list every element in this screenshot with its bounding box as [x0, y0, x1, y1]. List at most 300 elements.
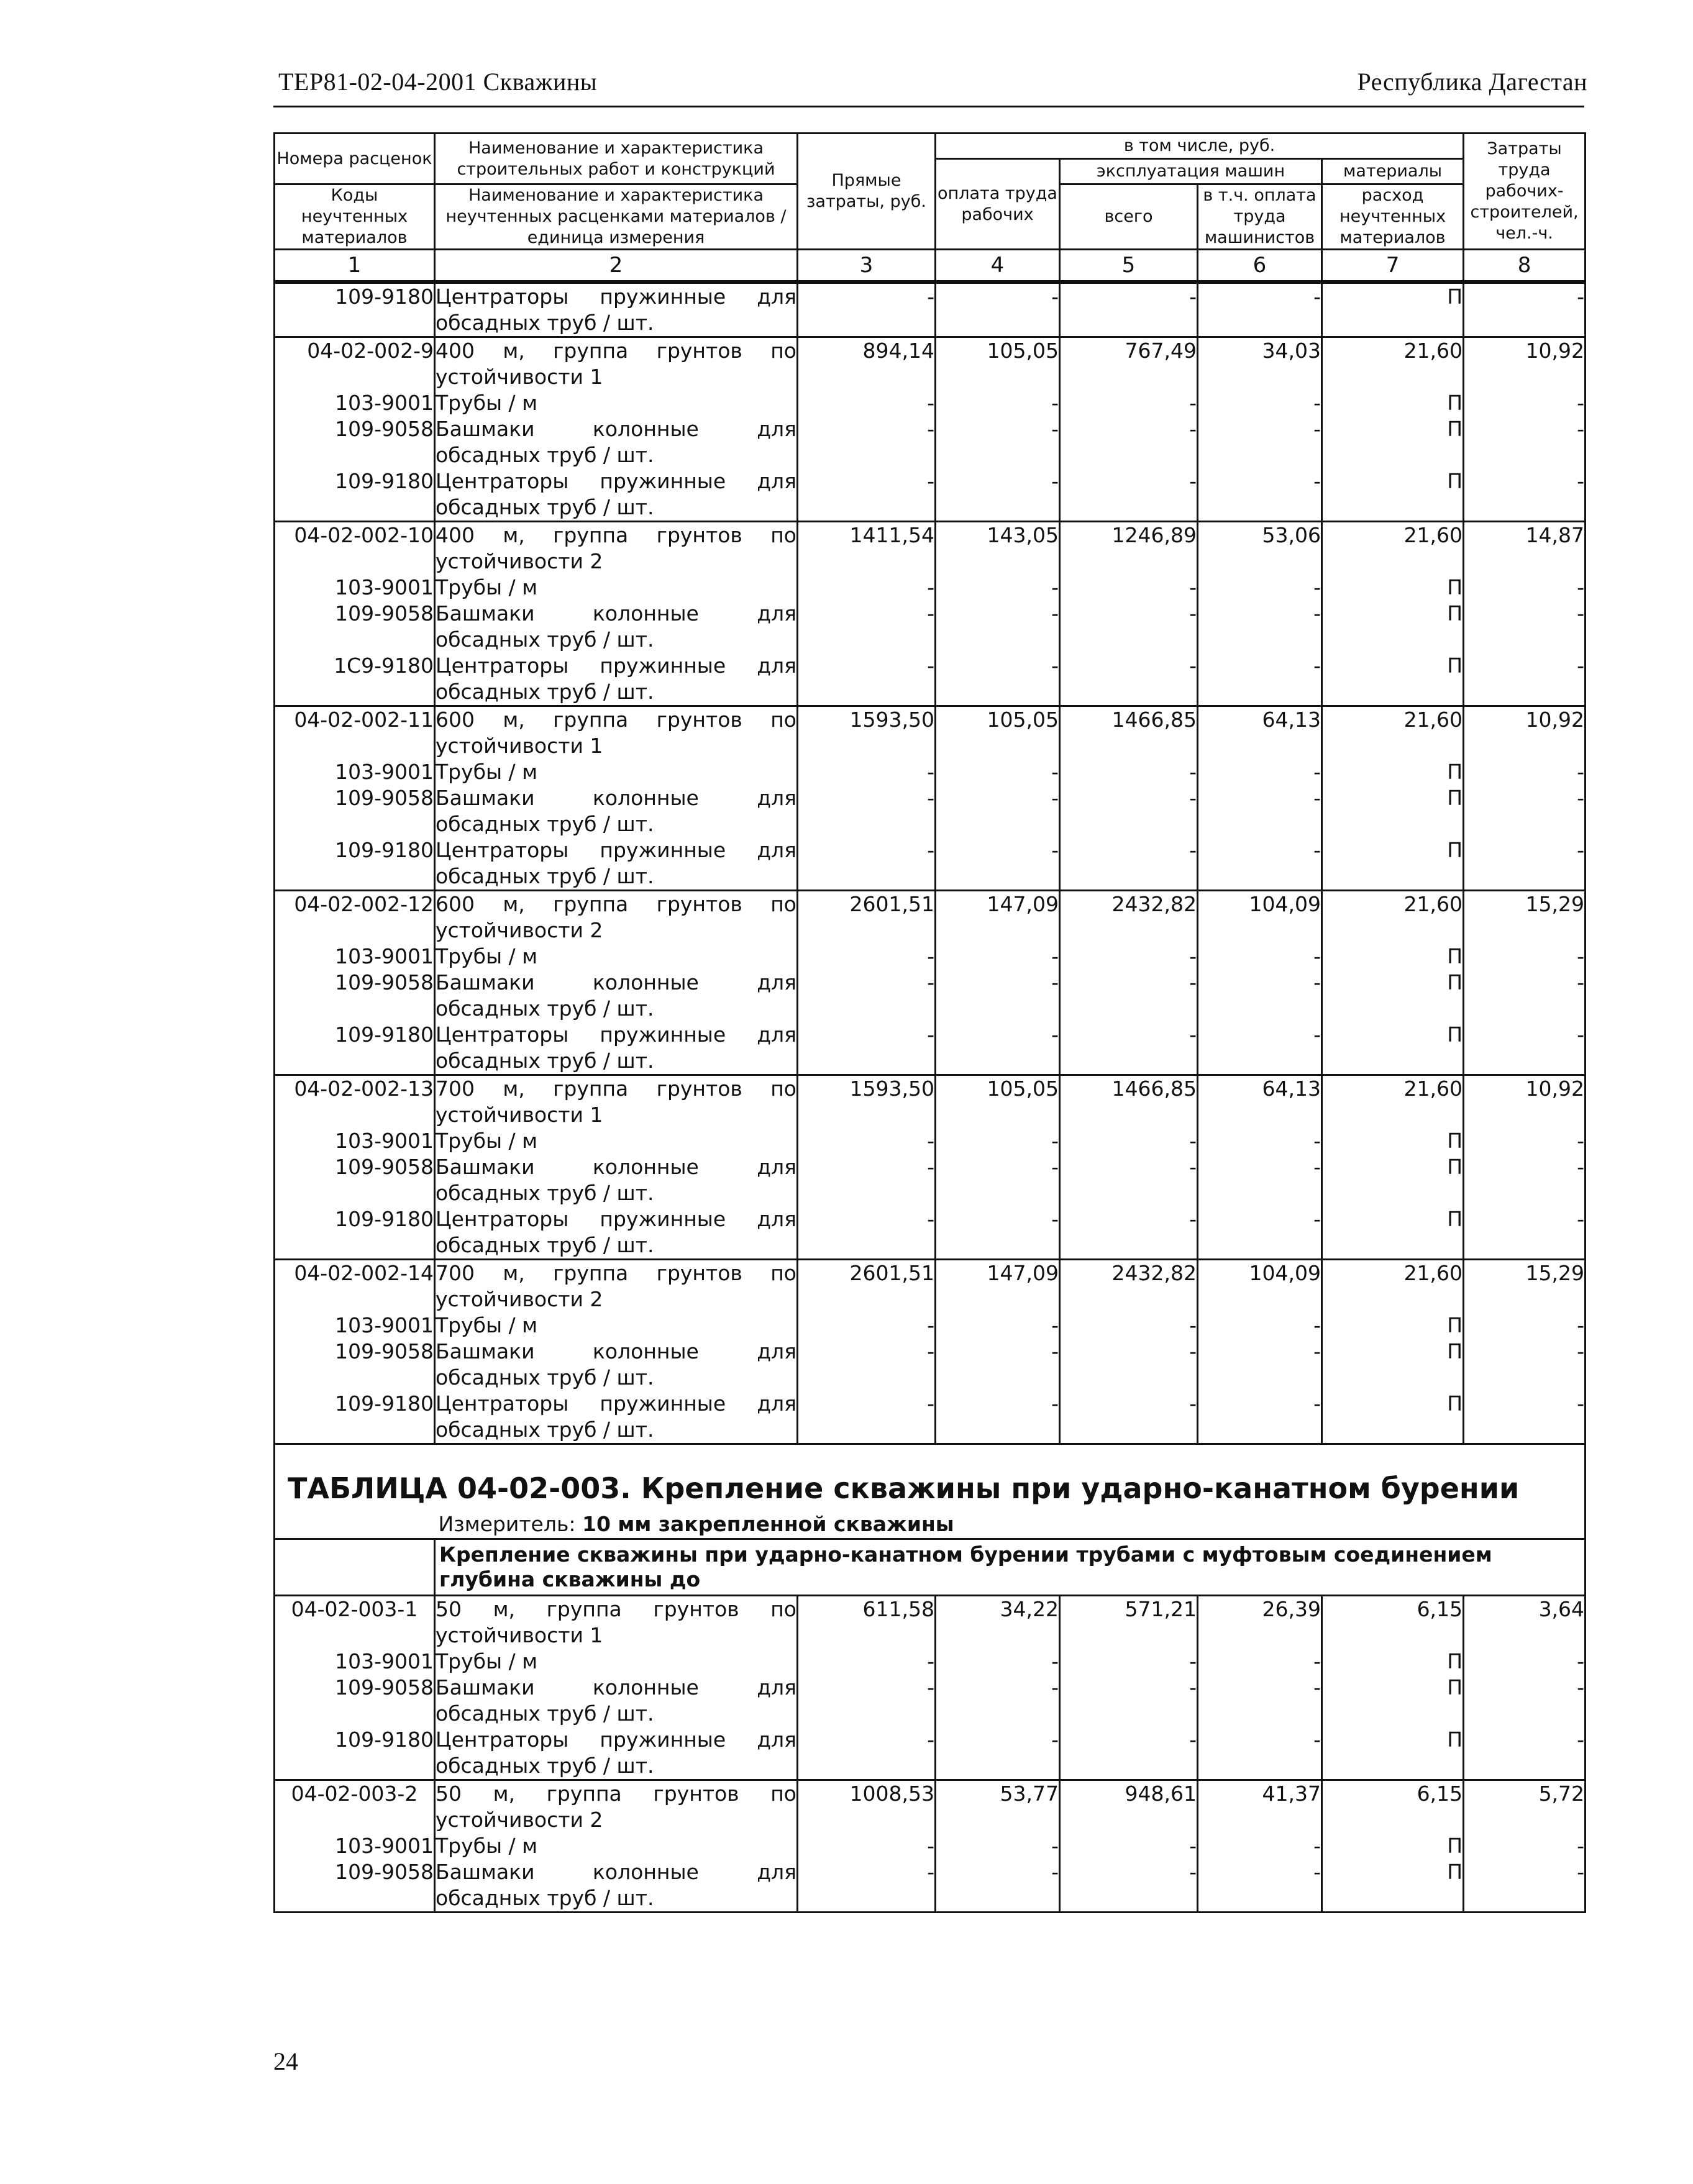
direct-costs-value: -	[798, 970, 936, 1022]
worker-pay-value: -	[936, 282, 1060, 337]
labor-costs-value: -	[1464, 970, 1586, 1022]
material-name: Центраторы пружинные для обсадных труб / шт.	[435, 1206, 798, 1260]
direct-costs-value: -	[798, 1339, 936, 1391]
labor-costs-value: -	[1464, 944, 1586, 970]
machines-total-value: -	[1060, 1391, 1198, 1444]
direct-costs-value: -	[798, 468, 936, 522]
operator-pay-value: -	[1198, 468, 1322, 522]
material-code: 109-9058	[275, 970, 435, 1022]
machines-total-value: 1466,85	[1060, 706, 1198, 760]
materials-value: П	[1322, 468, 1464, 522]
meter-row	[275, 1507, 1586, 1539]
material-code: 109-9058	[275, 1675, 435, 1727]
labor-costs-value: -	[1464, 1313, 1586, 1339]
operator-pay-value: -	[1198, 1649, 1322, 1675]
worker-pay-value: -	[936, 601, 1060, 653]
materials-value: П	[1322, 1154, 1464, 1206]
material-code: 109-9058	[275, 785, 435, 837]
document-code-header: ТЕР81-02-04-2001 Скважины	[278, 68, 598, 96]
direct-costs-value: -	[798, 653, 936, 706]
labor-costs-value: 5,72	[1464, 1780, 1586, 1834]
material-code: 103-9001	[275, 1833, 435, 1859]
material-row	[275, 1022, 1586, 1075]
material-name: Башмаки колонные для обсадных труб / шт.	[436, 1155, 796, 1205]
machines-total-value: 1466,85	[1060, 1075, 1198, 1129]
direct-costs-value: 2601,51	[798, 1260, 936, 1313]
material-row	[275, 282, 1586, 337]
material-name: Центраторы пружинные для обсадных труб / шт.	[435, 1022, 798, 1075]
operator-pay-value: 53,06	[1198, 522, 1322, 575]
rate-description: 600 м, группа грунтов по устойчивости 2	[435, 891, 798, 944]
material-row	[275, 1727, 1586, 1780]
column-number: 7	[1322, 250, 1464, 283]
header-worker-pay: оплата труда рабочих	[936, 159, 1060, 250]
material-name: Центраторы пружинные для обсадных труб / шт.	[435, 653, 798, 706]
worker-pay-value: 105,05	[936, 706, 1060, 760]
materials-value: П	[1322, 1206, 1464, 1260]
table-title: ТАБЛИЦА 04-02-003. Крепление скважины при ударно-канатном бурении	[275, 1444, 1586, 1508]
machines-total-value: -	[1060, 575, 1198, 601]
rate-code: 04-02-002-14	[275, 1260, 435, 1313]
machines-total-value: -	[1060, 1833, 1198, 1859]
material-name: Башмаки колонные для обсадных труб / шт.	[436, 417, 796, 467]
materials-value: П	[1322, 837, 1464, 891]
materials-value: 21,60	[1322, 1260, 1464, 1313]
material-row	[275, 1313, 1586, 1339]
worker-pay-value: 105,05	[936, 337, 1060, 391]
operator-pay-value: -	[1198, 1833, 1322, 1859]
material-name: Трубы / м	[435, 575, 798, 601]
machines-total-value: -	[1060, 1675, 1198, 1727]
materials-value: П	[1322, 575, 1464, 601]
direct-costs-value: -	[798, 601, 936, 653]
worker-pay-value: -	[936, 759, 1060, 785]
worker-pay-value: -	[936, 1206, 1060, 1260]
operator-pay-value: -	[1198, 575, 1322, 601]
material-row	[275, 970, 1586, 1022]
worker-pay-value: 147,09	[936, 891, 1060, 944]
material-name: Башмаки колонные для обсадных труб / шт.	[436, 601, 796, 652]
operator-pay-value: 64,13	[1198, 1075, 1322, 1129]
material-row	[275, 1649, 1586, 1675]
operator-pay-value: -	[1198, 1022, 1322, 1075]
material-name: Башмаки колонные для обсадных труб / шт.	[435, 1859, 798, 1913]
material-row	[275, 653, 1586, 706]
worker-pay-value: -	[936, 1022, 1060, 1075]
materials-value: П	[1322, 970, 1464, 1022]
rate-description: 400 м, группа грунтов по устойчивости 1	[435, 337, 798, 391]
labor-costs-value: -	[1464, 468, 1586, 522]
material-name: Центраторы пружинные для обсадных труб / шт.	[435, 1727, 798, 1780]
operator-pay-value: 34,03	[1198, 337, 1322, 391]
materials-value: П	[1322, 785, 1464, 837]
labor-costs-value: -	[1464, 759, 1586, 785]
machines-total-value: -	[1060, 759, 1198, 785]
materials-value: 21,60	[1322, 891, 1464, 944]
machines-total-value: -	[1060, 468, 1198, 522]
region-header: Республика Дагестан	[1357, 68, 1587, 96]
rate-code: 04-02-002-12	[275, 891, 435, 944]
rate-code: 04-02-002-9	[275, 337, 435, 391]
rate-row	[275, 522, 1586, 575]
direct-costs-value: -	[798, 416, 936, 468]
material-row	[275, 1833, 1586, 1859]
direct-costs-value: 1008,53	[798, 1780, 936, 1834]
material-name: Трубы / м	[435, 944, 798, 970]
rate-row	[275, 706, 1586, 760]
material-code: 103-9001	[275, 759, 435, 785]
machines-total-value: -	[1060, 282, 1198, 337]
labor-costs-value: 3,64	[1464, 1596, 1586, 1649]
column-numbers-row	[275, 250, 1586, 283]
operator-pay-value: -	[1198, 759, 1322, 785]
rate-row	[275, 1260, 1586, 1313]
machines-total-value: -	[1060, 601, 1198, 653]
operator-pay-value: -	[1198, 785, 1322, 837]
rate-code: 04-02-002-10	[275, 522, 435, 575]
materials-value: П	[1322, 1675, 1464, 1727]
page-number: 24	[273, 2047, 298, 2075]
machines-total-value: -	[1060, 1859, 1198, 1913]
operator-pay-value: -	[1198, 1154, 1322, 1206]
labor-costs-value: -	[1464, 282, 1586, 337]
table-body-04-02-002	[275, 282, 1586, 1444]
machines-total-value: 2432,82	[1060, 1260, 1198, 1313]
rate-code: 04-02-002-11	[275, 706, 435, 760]
machines-total-value: -	[1060, 970, 1198, 1022]
header-material-codes: Коды неучтенных материалов	[275, 184, 435, 250]
direct-costs-value: 1411,54	[798, 522, 936, 575]
material-row	[275, 785, 1586, 837]
worker-pay-value: 34,22	[936, 1596, 1060, 1649]
direct-costs-value: -	[798, 575, 936, 601]
operator-pay-value: -	[1198, 390, 1322, 416]
materials-value: 6,15	[1322, 1780, 1464, 1834]
material-name: Трубы / м	[435, 1649, 798, 1675]
direct-costs-value: -	[798, 1859, 936, 1913]
labor-costs-value: -	[1464, 1391, 1586, 1444]
material-row	[275, 575, 1586, 601]
header-operator-pay: в т.ч. оплата труда машинистов	[1198, 184, 1322, 250]
header-rule	[273, 106, 1584, 107]
worker-pay-value: -	[936, 416, 1060, 468]
materials-value: П	[1322, 1833, 1464, 1859]
direct-costs-value: 894,14	[798, 337, 936, 391]
machines-total-value: -	[1060, 1339, 1198, 1391]
material-name: Башмаки колонные для обсадных труб / шт.	[436, 1675, 796, 1726]
material-row	[275, 416, 1586, 468]
section-heading: Крепление скважины при ударно-канатном бурении трубами с муфтовым соединением глубина скважины до	[435, 1539, 1586, 1596]
material-name: Трубы / м	[435, 1833, 798, 1859]
labor-costs-value: -	[1464, 1675, 1586, 1727]
labor-costs-value: -	[1464, 785, 1586, 837]
materials-value: П	[1322, 1128, 1464, 1154]
machines-total-value: 571,21	[1060, 1596, 1198, 1649]
worker-pay-value: -	[936, 1649, 1060, 1675]
header-machines-total: всего	[1060, 184, 1198, 250]
materials-value: 6,15	[1322, 1596, 1464, 1649]
worker-pay-value: 105,05	[936, 1075, 1060, 1129]
header-machine-operation: эксплуатация машин	[1060, 159, 1322, 184]
operator-pay-value: -	[1198, 1391, 1322, 1444]
rate-description: 400 м, группа грунтов по устойчивости 2	[435, 522, 798, 575]
header-materials: материалы	[1322, 159, 1464, 184]
direct-costs-value: -	[798, 1154, 936, 1206]
direct-costs-value: -	[798, 785, 936, 837]
rate-description: 700 м, группа грунтов по устойчивости 2	[435, 1260, 798, 1313]
rate-description: 600 м, группа грунтов по устойчивости 1	[435, 706, 798, 760]
worker-pay-value: -	[936, 1833, 1060, 1859]
material-name: Башмаки колонные для обсадных труб / шт.	[436, 786, 796, 836]
direct-costs-value: -	[798, 944, 936, 970]
direct-costs-value: -	[798, 1022, 936, 1075]
direct-costs-value: 1593,50	[798, 1075, 936, 1129]
column-number: 5	[1060, 250, 1198, 283]
direct-costs-value: -	[798, 282, 936, 337]
operator-pay-value: 26,39	[1198, 1596, 1322, 1649]
machines-total-value: -	[1060, 653, 1198, 706]
materials-value: П	[1322, 1313, 1464, 1339]
direct-costs-value: -	[798, 1649, 936, 1675]
material-code: 103-9001	[275, 390, 435, 416]
materials-value: П	[1322, 1339, 1464, 1391]
material-code: 103-9001	[275, 1649, 435, 1675]
worker-pay-value: -	[936, 785, 1060, 837]
operator-pay-value: -	[1198, 416, 1322, 468]
material-row	[275, 944, 1586, 970]
material-name: Трубы / м	[435, 1313, 798, 1339]
materials-value: П	[1322, 653, 1464, 706]
rate-row	[275, 1075, 1586, 1129]
rate-description: 700 м, группа грунтов по устойчивости 1	[435, 1075, 798, 1129]
worker-pay-value: -	[936, 1313, 1060, 1339]
rate-row	[275, 337, 1586, 391]
rate-row	[275, 891, 1586, 944]
rate-description: 50 м, группа грунтов по устойчивости 1	[435, 1596, 798, 1649]
material-row	[275, 1206, 1586, 1260]
labor-costs-value: -	[1464, 1649, 1586, 1675]
worker-pay-value: -	[936, 468, 1060, 522]
material-code: 109-9058	[275, 416, 435, 468]
labor-costs-value: -	[1464, 1833, 1586, 1859]
labor-costs-value: 14,87	[1464, 522, 1586, 575]
material-row	[275, 601, 1586, 653]
machines-total-value: -	[1060, 1313, 1198, 1339]
materials-value: П	[1322, 1727, 1464, 1780]
worker-pay-value: -	[936, 1339, 1060, 1391]
table-title-row	[275, 1444, 1586, 1508]
direct-costs-value: -	[798, 837, 936, 891]
materials-value: 21,60	[1322, 1075, 1464, 1129]
direct-costs-value: -	[798, 1128, 936, 1154]
operator-pay-value: -	[1198, 282, 1322, 337]
operator-pay-value: 104,09	[1198, 1260, 1322, 1313]
material-row	[275, 1128, 1586, 1154]
material-code: 103-9001	[275, 944, 435, 970]
material-name: Башмаки колонные для обсадных труб / шт.	[436, 1339, 796, 1390]
machines-total-value: -	[1060, 1128, 1198, 1154]
materials-value: П	[1322, 390, 1464, 416]
rate-description: 50 м, группа грунтов по устойчивости 2	[435, 1780, 798, 1834]
header-rate-numbers: Номера расценок	[275, 134, 435, 184]
direct-costs-value: -	[798, 1675, 936, 1727]
section-heading-row	[275, 1539, 1586, 1596]
labor-costs-value: -	[1464, 416, 1586, 468]
rate-row	[275, 1780, 1586, 1834]
meter-label: Измеритель:	[438, 1512, 582, 1536]
machines-total-value: -	[1060, 1649, 1198, 1675]
operator-pay-value: -	[1198, 1313, 1322, 1339]
material-row	[275, 1859, 1586, 1913]
materials-value: П	[1322, 1022, 1464, 1075]
machines-total-value: -	[1060, 944, 1198, 970]
machines-total-value: -	[1060, 837, 1198, 891]
material-name: Центраторы пружинные для обсадных труб / шт.	[435, 282, 798, 337]
direct-costs-value: 2601,51	[798, 891, 936, 944]
operator-pay-value: -	[1198, 944, 1322, 970]
material-name: Трубы / м	[435, 759, 798, 785]
operator-pay-value: -	[1198, 1128, 1322, 1154]
operator-pay-value: -	[1198, 601, 1322, 653]
worker-pay-value: -	[936, 1675, 1060, 1727]
labor-costs-value: -	[1464, 575, 1586, 601]
material-code: 109-9180	[275, 1391, 435, 1444]
operator-pay-value: 104,09	[1198, 891, 1322, 944]
labor-costs-value: -	[1464, 601, 1586, 653]
rate-code: 04-02-003-2	[275, 1780, 435, 1834]
table-head	[275, 134, 1586, 283]
labor-costs-value: -	[1464, 1339, 1586, 1391]
material-name: Центраторы пружинные для обсадных труб / шт.	[435, 1391, 798, 1444]
operator-pay-value: -	[1198, 1859, 1322, 1913]
materials-value: 21,60	[1322, 522, 1464, 575]
worker-pay-value: -	[936, 1391, 1060, 1444]
worker-pay-value: -	[936, 390, 1060, 416]
materials-value: П	[1322, 282, 1464, 337]
operator-pay-value: -	[1198, 837, 1322, 891]
header-material-consumption: расход неучтенных материалов	[1322, 184, 1464, 250]
labor-costs-value: -	[1464, 1154, 1586, 1206]
worker-pay-value: -	[936, 1727, 1060, 1780]
machines-total-value: -	[1060, 390, 1198, 416]
worker-pay-value: 53,77	[936, 1780, 1060, 1834]
table-body-04-02-003	[275, 1444, 1586, 1913]
rates-table	[273, 132, 1586, 1913]
worker-pay-value: -	[936, 653, 1060, 706]
labor-costs-value: -	[1464, 653, 1586, 706]
direct-costs-value: -	[798, 1206, 936, 1260]
direct-costs-value: -	[798, 1833, 936, 1859]
material-code: 103-9001	[275, 1128, 435, 1154]
material-code: 109-9180	[275, 1206, 435, 1260]
materials-value: П	[1322, 1859, 1464, 1913]
material-code: 109-9180	[275, 468, 435, 522]
material-code: 109-9058	[275, 1339, 435, 1391]
header-labor-costs: Затраты труда рабочих-строителей, чел.-ч.	[1464, 134, 1586, 250]
operator-pay-value: 64,13	[1198, 706, 1322, 760]
material-code: 109-9058	[275, 1154, 435, 1206]
worker-pay-value: -	[936, 837, 1060, 891]
rate-code: 04-02-002-13	[275, 1075, 435, 1129]
operator-pay-value: -	[1198, 1339, 1322, 1391]
operator-pay-value: -	[1198, 653, 1322, 706]
labor-costs-value: -	[1464, 837, 1586, 891]
machines-total-value: -	[1060, 1727, 1198, 1780]
operator-pay-value: -	[1198, 1675, 1322, 1727]
rate-row	[275, 1596, 1586, 1649]
materials-value: П	[1322, 1649, 1464, 1675]
materials-value: П	[1322, 416, 1464, 468]
labor-costs-value: 10,92	[1464, 337, 1586, 391]
machines-total-value: -	[1060, 785, 1198, 837]
material-row	[275, 1339, 1586, 1391]
material-name: Башмаки колонные для обсадных труб / шт.	[436, 970, 796, 1021]
machines-total-value: -	[1060, 416, 1198, 468]
column-number: 3	[798, 250, 936, 283]
labor-costs-value: 10,92	[1464, 1075, 1586, 1129]
header-work-name: Наименование и характеристика строительных работ и конструкций	[435, 134, 798, 184]
rate-code: 04-02-003-1	[275, 1596, 435, 1649]
labor-costs-value: -	[1464, 1022, 1586, 1075]
worker-pay-value: 143,05	[936, 522, 1060, 575]
operator-pay-value: 41,37	[1198, 1780, 1322, 1834]
worker-pay-value: -	[936, 1128, 1060, 1154]
column-number: 1	[275, 250, 435, 283]
column-number: 8	[1464, 250, 1586, 283]
meter-line	[435, 1507, 1586, 1539]
material-code: 109-9180	[275, 837, 435, 891]
operator-pay-value: -	[1198, 1206, 1322, 1260]
material-row	[275, 837, 1586, 891]
worker-pay-value: -	[936, 1154, 1060, 1206]
direct-costs-value: -	[798, 759, 936, 785]
column-number: 4	[936, 250, 1060, 283]
column-number: 2	[435, 250, 798, 283]
header-material-names: Наименование и характеристика неучтенных расценками материалов / единица измерения	[435, 184, 798, 250]
worker-pay-value: -	[936, 575, 1060, 601]
operator-pay-value: -	[1198, 970, 1322, 1022]
material-name: Трубы / м	[435, 1128, 798, 1154]
material-row	[275, 1154, 1586, 1206]
header-direct-costs: Прямые затраты, руб.	[798, 134, 936, 250]
materials-value: 21,60	[1322, 337, 1464, 391]
labor-costs-value: 15,29	[1464, 891, 1586, 944]
header-including: в том числе, руб.	[936, 134, 1464, 159]
worker-pay-value: -	[936, 944, 1060, 970]
material-code: 109-9058	[275, 1859, 435, 1913]
meter-value: 10 мм закрепленной скважины	[582, 1512, 954, 1536]
labor-costs-value: -	[1464, 1206, 1586, 1260]
materials-value: П	[1322, 759, 1464, 785]
direct-costs-value: -	[798, 390, 936, 416]
material-code: 109-9180	[275, 282, 435, 337]
labor-costs-value: 10,92	[1464, 706, 1586, 760]
material-code: 109-9058	[275, 601, 435, 653]
machines-total-value: 2432,82	[1060, 891, 1198, 944]
operator-pay-value: -	[1198, 1727, 1322, 1780]
materials-value: П	[1322, 601, 1464, 653]
material-code: 1С9-9180	[275, 653, 435, 706]
machines-total-value: 767,49	[1060, 337, 1198, 391]
labor-costs-value: -	[1464, 1727, 1586, 1780]
material-code: 109-9180	[275, 1022, 435, 1075]
worker-pay-value: -	[936, 970, 1060, 1022]
material-row	[275, 1675, 1586, 1727]
material-name: Центраторы пружинные для обсадных труб / шт.	[435, 468, 798, 522]
machines-total-value: 948,61	[1060, 1780, 1198, 1834]
direct-costs-value: 1593,50	[798, 706, 936, 760]
direct-costs-value: -	[798, 1313, 936, 1339]
